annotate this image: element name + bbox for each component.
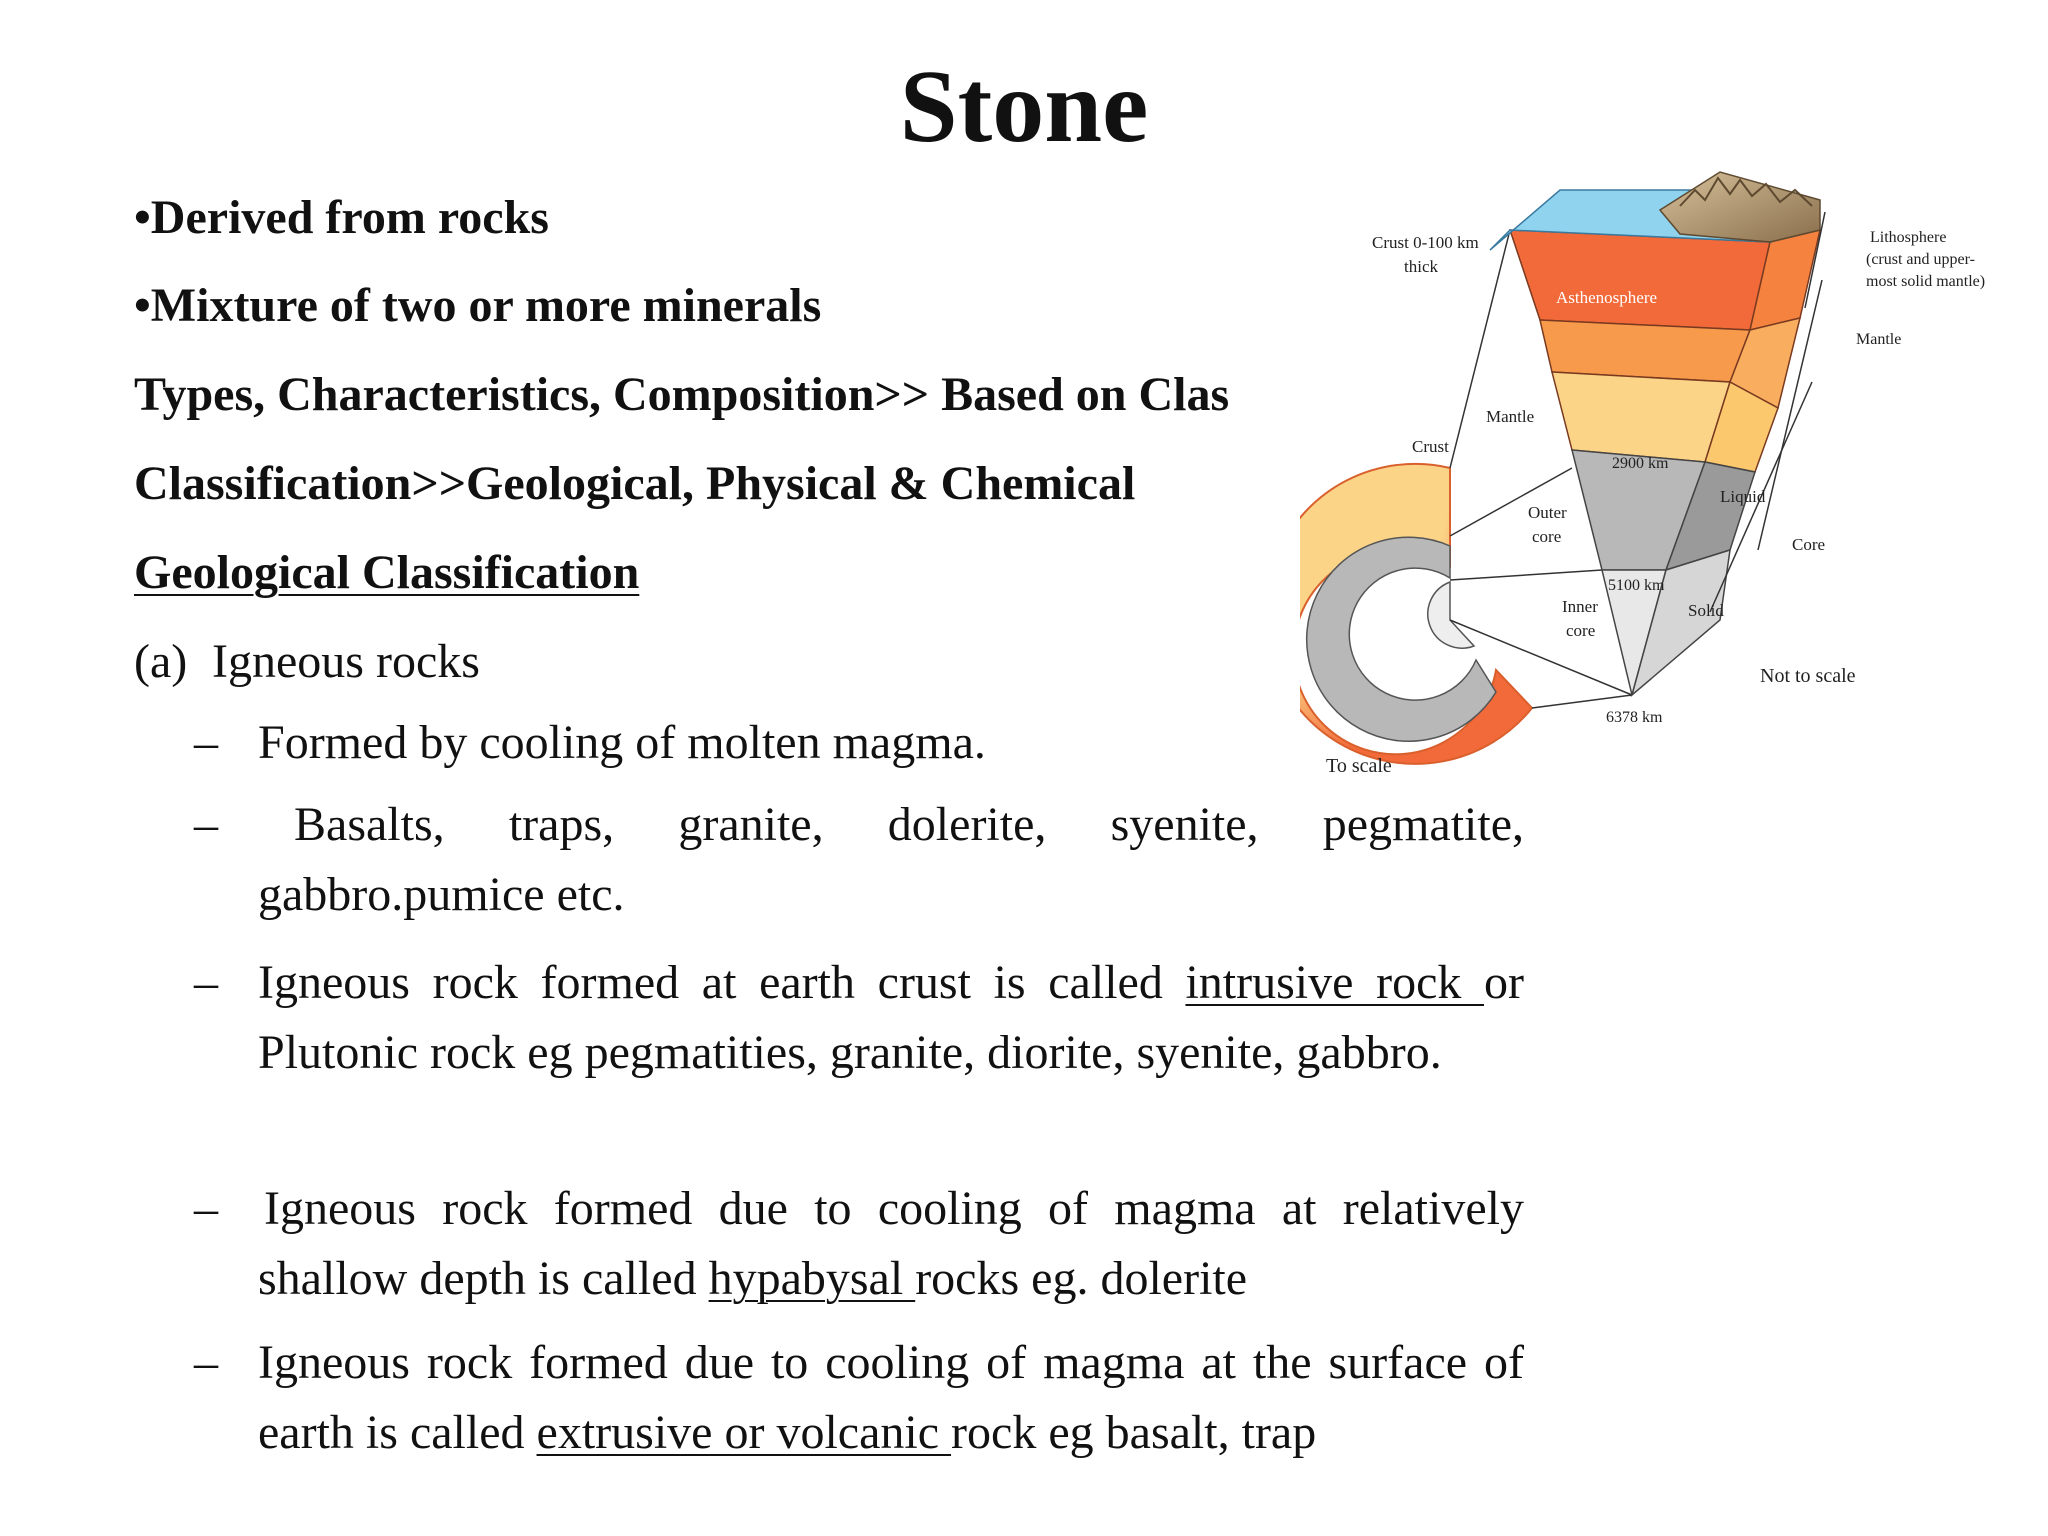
label-mantle-inner: Mantle <box>1486 407 1535 426</box>
label-crust-thick-1: Crust 0-100 km <box>1372 233 1479 252</box>
dash-3: – <box>194 956 218 1009</box>
sub-formed-by-cooling: Formed by cooling of molten magma. <box>258 716 986 769</box>
dash-2: – <box>194 798 218 851</box>
label-solid: Solid <box>1688 601 1724 620</box>
label-not-to-scale: Not to scale <box>1760 665 1856 687</box>
item-igneous-rocks <box>134 634 480 689</box>
item-label: (a) <box>134 635 188 688</box>
sub-extrusive-text-a: Igneous rock formed due to cooling of magma at the surface of earth is called <box>258 1336 1524 1459</box>
sub-hypabysal <box>258 1174 1524 1314</box>
geological-classification-heading: Geological Classification <box>134 546 640 599</box>
dash-1: – <box>194 716 218 769</box>
sub-intrusive-text-b: or Plutonic rock eg pegmatities, granite, diorite, syenite, gabbro. <box>258 956 1524 1079</box>
earth-layers-diagram <box>1300 150 2020 790</box>
label-outer-core-1: Outer <box>1528 503 1567 522</box>
dash-5: – <box>194 1336 218 1389</box>
sub-intrusive-text-a: Igneous rock formed at earth crust is called <box>258 956 1186 1009</box>
label-asthenosphere: Asthenosphere <box>1556 288 1658 307</box>
classification-line: Classification>>Geological, Physical & Chemical <box>134 457 1136 510</box>
sub-extrusive-text-b: rock eg basalt, trap <box>951 1406 1317 1459</box>
label-core-right: Core <box>1792 535 1826 554</box>
label-crust-thick-2: thick <box>1404 257 1438 276</box>
scale-inner-core <box>1428 582 1474 648</box>
label-depth-6378: 6378 km <box>1606 709 1663 726</box>
types-line: Types, Characteristics, Composition>> Based on Clas <box>134 368 1230 421</box>
sub-hypabysal-text-a: Igneous rock formed due to cooling of magma at relatively shallow depth is called <box>258 1182 1524 1305</box>
term-intrusive-rock: intrusive rock <box>1185 956 1485 1009</box>
surface-land <box>1660 172 1820 242</box>
term-extrusive-volcanic: extrusive or volcanic <box>536 1406 952 1459</box>
label-lithosphere-3: most solid mantle) <box>1866 273 1986 290</box>
label-to-scale: To scale <box>1326 755 1392 777</box>
label-lithosphere-1: Lithosphere <box>1870 229 1947 246</box>
earth-structure-figure <box>1300 150 2020 790</box>
wedge-mantle-light <box>1552 372 1730 462</box>
label-depth-2900: 2900 km <box>1612 455 1669 472</box>
bullet-mixture: •Mixture of two or more minerals <box>134 279 822 332</box>
label-depth-5100: 5100 km <box>1608 577 1665 594</box>
dash-4: – <box>194 1182 218 1235</box>
slide-title: Stone <box>899 49 1149 164</box>
wedge-section <box>1490 172 1820 695</box>
label-inner-core-1: Inner <box>1562 597 1598 616</box>
label-liquid: Liquid <box>1720 487 1766 506</box>
label-mantle-right: Mantle <box>1856 331 1902 348</box>
label-outer-core-2: core <box>1532 527 1562 546</box>
term-hypabysal: hypabysal <box>708 1252 916 1305</box>
sub-hypabysal-text-b: rocks eg. dolerite <box>915 1252 1248 1305</box>
label-crust: Crust <box>1412 437 1449 456</box>
wedge-asthenosphere <box>1510 230 1770 330</box>
label-inner-core-2: core <box>1566 621 1596 640</box>
sub-rock-examples: Basalts, traps, granite, dolerite, syenite, pegmatite, gabbro.pumice etc. <box>258 798 1524 921</box>
item-text: Igneous rocks <box>212 635 480 688</box>
sub-extrusive <box>258 1328 1524 1468</box>
label-lithosphere-2: (crust and upper- <box>1866 251 1975 268</box>
bullet-derived: •Derived from rocks <box>134 191 549 244</box>
sub-intrusive <box>258 948 1524 1088</box>
